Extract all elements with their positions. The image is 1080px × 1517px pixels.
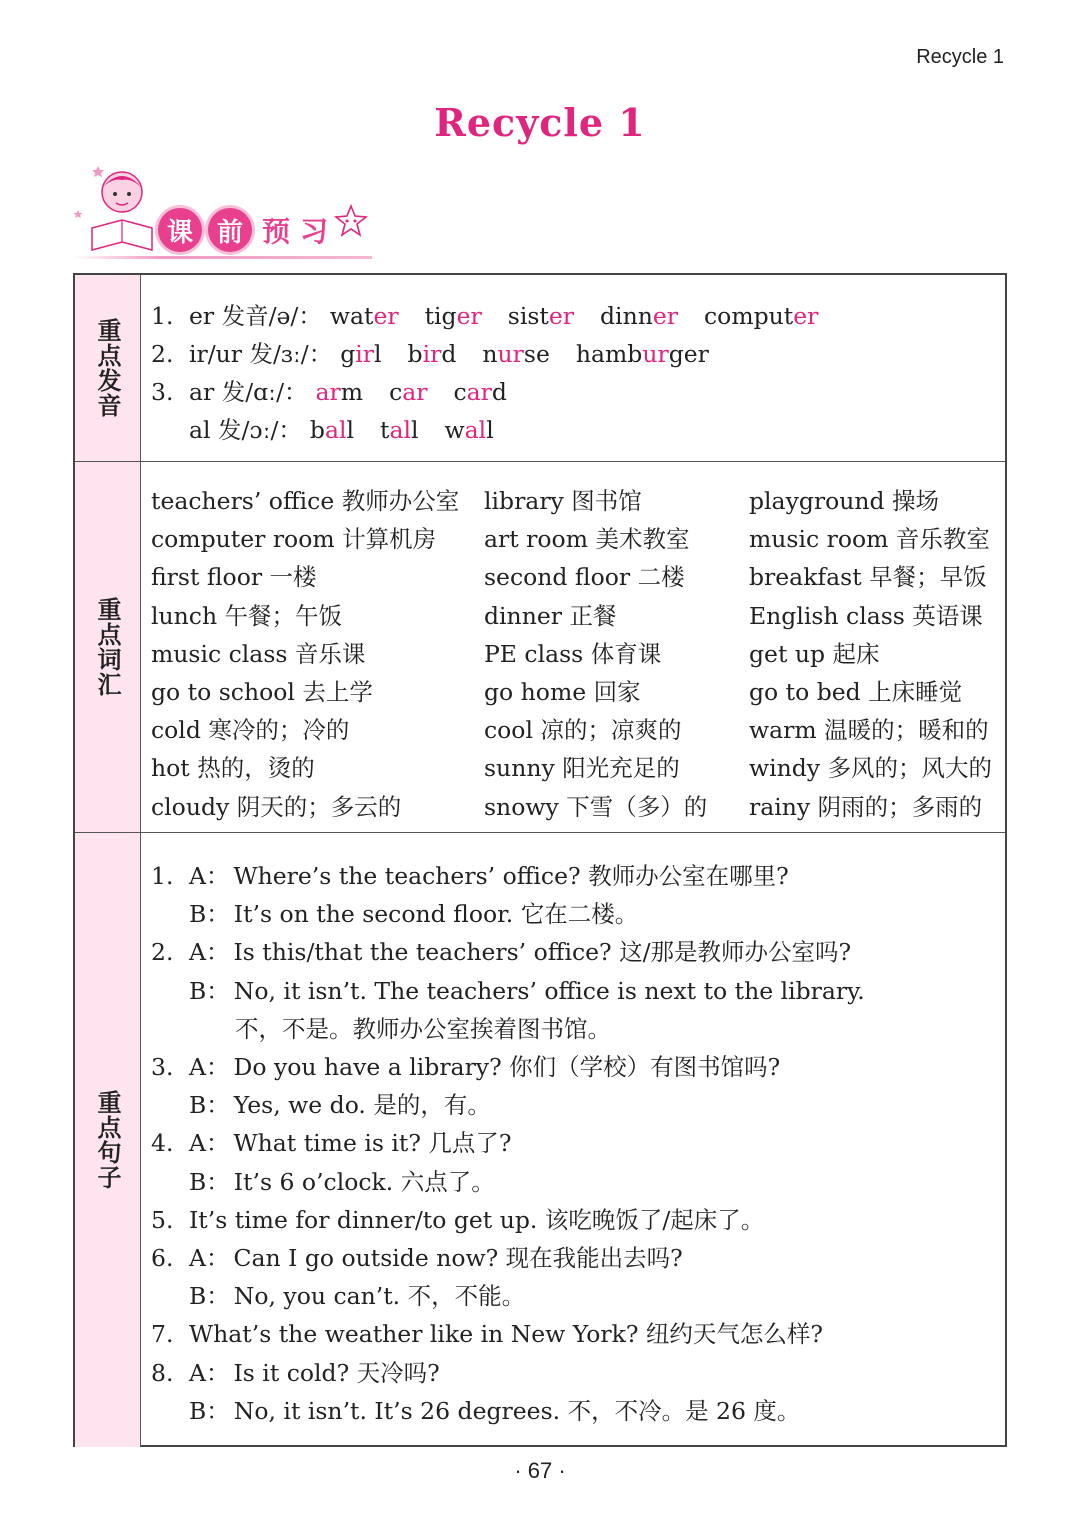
banner-char-2: 前 (208, 208, 252, 252)
sentences-content (151, 833, 1005, 1447)
item-number: 2. (151, 938, 174, 967)
example-word: card (453, 378, 507, 406)
example-word: arm (315, 378, 364, 406)
vocab-item: dinner 正餐 (484, 601, 617, 630)
speaker-label: A： (189, 862, 230, 890)
vocab-item: rainy 阴雨的；多雨的 (749, 792, 983, 821)
vocab-item: sunny 阳光充足的 (484, 754, 680, 783)
speaker-label: A： (189, 1244, 230, 1272)
banner-char-1: 课 (158, 208, 202, 252)
sentence-text: Is it cold? 天冷吗? (233, 1358, 440, 1387)
section-label-pronunciation: 重点发音 (75, 275, 141, 461)
sentence-text: Yes, we do. 是的，有。 (233, 1091, 491, 1120)
speaker-label: B： (189, 1167, 230, 1196)
page-title: Recycle 1 (434, 100, 646, 145)
sentence-line (151, 1048, 780, 1082)
item-number: 5. (151, 1205, 174, 1234)
reading-child-illustration (72, 158, 162, 258)
pronunciation-line (151, 373, 525, 407)
sentence-text: No, it isn’t. The teachers’ office is next to the library. (233, 976, 865, 1005)
section-label-sentences: 重点句子 (75, 833, 141, 1447)
sentence-line (151, 857, 789, 891)
banner-char-4: 习 (299, 215, 328, 248)
item-number: 7. (151, 1320, 174, 1349)
banner-char-3: 预 (261, 215, 290, 248)
pronunciation-line (151, 411, 512, 445)
phonics-rule: al 发/ɔː/： (189, 416, 302, 444)
vocab-item: English class 英语课 (749, 601, 983, 630)
item-number: 3. (151, 378, 174, 406)
section-pronunciation (75, 275, 1005, 462)
speaker-label: B： (189, 976, 230, 1005)
sentence-text: What time is it? 几点了? (233, 1129, 512, 1158)
sentence-line (151, 972, 865, 1006)
example-word: ball (309, 416, 355, 444)
item-number: 2. (151, 340, 174, 368)
sentence-line (151, 1086, 491, 1120)
vocab-item: cool 凉的；凉爽的 (484, 716, 682, 745)
example-word: tall (380, 416, 419, 444)
example-word: dinner (600, 302, 679, 330)
vocab-item: computer room 计算机房 (151, 525, 437, 554)
sentence-text: What’s the weather like in New York? 纽约天气怎么样? (189, 1320, 824, 1349)
speaker-label: A： (189, 1053, 230, 1081)
running-header: Recycle 1 (916, 46, 1004, 68)
item-number: 6. (151, 1244, 174, 1272)
item-number: 4. (151, 1129, 174, 1158)
item-number: 3. (151, 1053, 174, 1081)
sentence-line (151, 1392, 800, 1426)
pronunciation-line (151, 335, 727, 369)
item-number: 8. (151, 1358, 174, 1387)
vocab-item: second floor 二楼 (484, 563, 685, 592)
item-number: 1. (151, 862, 174, 890)
sentence-line (151, 1010, 611, 1044)
sentence-text: It’s 6 o’clock. 六点了。 (233, 1167, 495, 1196)
sentence-text: It’s time for dinner/to get up. 该吃晚饭了/起床了。 (189, 1205, 765, 1234)
review-table (73, 273, 1007, 1447)
speaker-label: B： (189, 1396, 230, 1425)
vocab-item: library 图书馆 (484, 487, 642, 515)
example-word: water (329, 302, 399, 330)
example-word: computer (704, 302, 819, 330)
sentence-line (151, 1163, 495, 1197)
item-number: 1. (151, 302, 174, 330)
phonics-rule: ir/ur 发/ɜː/： (189, 340, 333, 368)
example-word: tiger (424, 302, 482, 330)
sentence-text: Can I go outside now? 现在我能出去吗? (233, 1244, 683, 1272)
sentence-line (151, 1354, 440, 1388)
sentence-text: No, it isn’t. It’s 26 degrees. 不，不冷。是 26 度。 (233, 1396, 801, 1425)
example-word: wall (444, 416, 494, 444)
sentence-line (151, 895, 638, 929)
sentence-line (151, 1239, 683, 1273)
vocab-item: music room 音乐教室 (749, 525, 990, 554)
sentence-line (151, 1124, 512, 1158)
example-word: girl (340, 340, 382, 368)
phonics-rule: er 发音/ə/： (189, 302, 322, 330)
sentence-text: 不，不是。教师办公室挨着图书馆。 (235, 1014, 611, 1043)
example-word: hamburger (575, 340, 709, 368)
vocab-item: cold 寒冷的；冷的 (151, 716, 350, 745)
example-word: nurse (482, 340, 550, 368)
vocab-item: music class 音乐课 (151, 639, 366, 668)
page-number: · 67 · (514, 1458, 566, 1483)
section-sentences (75, 833, 1005, 1447)
pronunciation-content (151, 275, 1005, 461)
vocab-item: breakfast 早餐；早饭 (749, 563, 987, 592)
sentence-text: Do you have a library? 你们（学校）有图书馆吗? (233, 1053, 781, 1081)
example-word: sister (507, 302, 575, 330)
vocab-item: go to school 去上学 (151, 678, 373, 706)
speaker-label: B： (189, 1091, 230, 1120)
sentence-text: No, you can’t. 不，不能。 (233, 1282, 526, 1311)
speaker-label: A： (189, 1358, 230, 1387)
speaker-label: B： (189, 1282, 230, 1311)
vocab-item: snowy 下雪（多）的 (484, 792, 708, 821)
vocab-item: hot 热的，烫的 (151, 754, 315, 783)
sentence-text: Is this/that the teachers’ office? 这/那是教师办公室吗? (233, 938, 852, 967)
vocab-item: warm 温暖的；暖和的 (749, 716, 989, 745)
vocab-item: windy 多风的；风大的 (749, 754, 993, 783)
section-label-vocabulary: 重点词汇 (75, 462, 141, 832)
section-vocabulary (75, 462, 1005, 833)
speaker-label: A： (189, 938, 230, 967)
sentence-line (151, 1277, 525, 1311)
sentence-line (151, 933, 851, 967)
vocab-item: get up 起床 (749, 639, 880, 668)
vocab-item: playground 操场 (749, 487, 940, 515)
vocab-item: go home 回家 (484, 678, 641, 706)
vocab-item: art room 美术教室 (484, 525, 690, 554)
vocab-item: lunch 午餐；午饭 (151, 601, 343, 630)
example-word: bird (407, 340, 457, 368)
vocabulary-content (151, 462, 1005, 832)
phonics-rule: ar 发/ɑː/： (189, 378, 308, 406)
example-word: car (389, 378, 428, 406)
sentence-line (151, 1201, 764, 1235)
vocab-item: teachers’ office 教师办公室 (151, 487, 460, 515)
vocab-item: go to bed 上床睡觉 (749, 678, 963, 706)
sentence-line (151, 1315, 823, 1349)
banner-underline (72, 256, 372, 259)
speaker-label: A： (189, 1129, 230, 1158)
speaker-label: B： (189, 900, 230, 929)
sentence-text: Where’s the teachers’ office? 教师办公室在哪里? (233, 862, 789, 890)
sentence-text: It’s on the second floor. 它在二楼。 (233, 900, 639, 929)
star-icon (334, 204, 368, 238)
pronunciation-line (151, 297, 836, 331)
vocab-item: PE class 体育课 (484, 639, 662, 668)
vocab-item: first floor 一楼 (151, 563, 317, 592)
vocab-item: cloudy 阴天的；多云的 (151, 792, 402, 821)
